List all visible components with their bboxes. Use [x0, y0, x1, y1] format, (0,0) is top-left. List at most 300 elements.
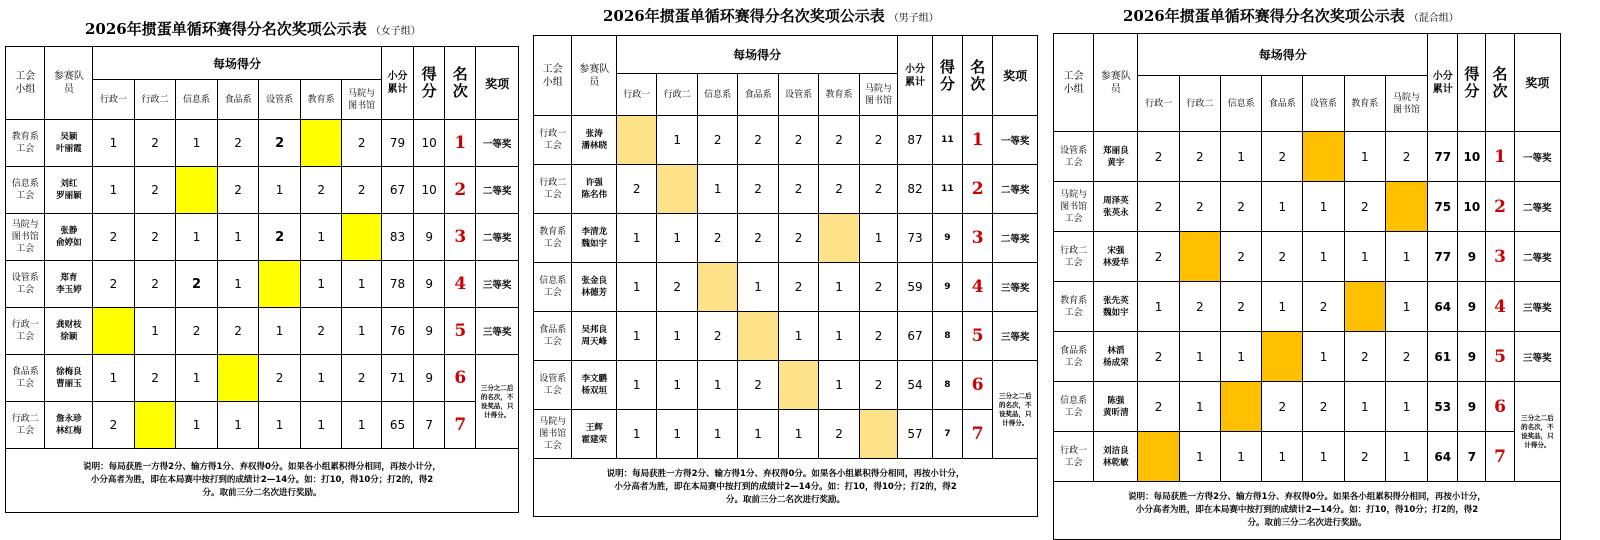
header-team: 教育系 [1344, 76, 1385, 132]
results-panel-1 [5, 0, 524, 533]
cell-score: 2 [859, 312, 897, 361]
header-rank: 名 次 [1486, 34, 1514, 132]
cell-score: 2 [93, 402, 135, 449]
cell-score: 2 [217, 120, 259, 167]
cell-score: 1 [1262, 432, 1303, 482]
cell-score: 1 [819, 263, 859, 312]
cell-members: 张先英 魏如宇 [1094, 282, 1138, 332]
cell-score: 1 [176, 214, 218, 261]
cell-group: 行政二 工会 [6, 402, 45, 449]
cell-subtotal: 77 [1428, 132, 1458, 182]
cell-group: 食品系 工会 [1054, 332, 1094, 382]
cell-subtotal: 57 [898, 410, 932, 459]
cell-self-blocked [657, 165, 697, 214]
note-text: 说明：每局获胜一方得2分、输方得1分、弃权得0分。如果各小组累积得分相同，再按小计分， 小分高者为胜，即在本局赛中按打到的成绩计2—14分。如：打10，得10分；打2的，得2 分。取前三分二名次进行奖励。 [6, 449, 519, 513]
cell-rank: 4 [1486, 282, 1514, 332]
cell-subtotal: 59 [898, 263, 932, 312]
cell-subtotal: 87 [898, 116, 932, 165]
cell-rank: 2 [445, 167, 476, 214]
cell-score: 2 [819, 116, 859, 165]
table-row [6, 120, 519, 167]
cell-group: 食品系 工会 [6, 355, 45, 402]
cell-award: 二等奖 [993, 165, 1038, 214]
cell-rank: 1 [963, 116, 993, 165]
cell-points: 11 [932, 165, 962, 214]
note-row [6, 449, 519, 513]
header-members: 参赛队 员 [45, 47, 93, 120]
cell-score: 2 [738, 116, 778, 165]
table-row [6, 355, 519, 402]
cell-score: 1 [93, 167, 135, 214]
cell-score: 2 [134, 167, 176, 214]
header-team: 马院与 图书馆 [859, 74, 897, 116]
cell-award: 二等奖 [1514, 182, 1560, 232]
cell-points: 9 [1458, 232, 1486, 282]
cell-members: 龚财枝 徐颖 [45, 308, 93, 355]
cell-subtotal: 73 [898, 214, 932, 263]
cell-group: 马院与 图书馆 工会 [6, 214, 45, 261]
header-group: 工会 小组 [534, 36, 572, 116]
table-title-text: 2026年掼蛋单循环赛得分名次奖项公示表 [603, 7, 885, 25]
cell-score: 2 [1138, 232, 1179, 282]
cell-score: 1 [1179, 432, 1220, 482]
cell-score: 2 [778, 165, 818, 214]
cell-score: 2 [616, 165, 656, 214]
cell-members: 张金良 林德芳 [572, 263, 617, 312]
cell-subtotal: 67 [898, 312, 932, 361]
cell-score: 2 [1262, 132, 1303, 182]
cell-group: 设管系 工会 [6, 261, 45, 308]
header-team: 设管系 [259, 80, 301, 120]
cell-score: 2 [778, 263, 818, 312]
header-award: 奖项 [1514, 34, 1560, 132]
cell-score: 2 [778, 214, 818, 263]
cell-self-blocked [300, 120, 342, 167]
cell-award-note: 三分之二后 的名次，不 设奖品，只 计得分。 [993, 361, 1038, 459]
cell-rank: 7 [1486, 432, 1514, 482]
cell-score: 2 [259, 214, 301, 261]
cell-self-blocked [1220, 382, 1261, 432]
cell-points: 9 [1458, 282, 1486, 332]
table-title-text: 2026年掼蛋单循环赛得分名次奖项公示表 [1123, 7, 1405, 25]
cell-subtotal: 64 [1428, 282, 1458, 332]
cell-self-blocked [738, 312, 778, 361]
cell-group: 行政一 工会 [534, 116, 572, 165]
cell-group: 教育系 工会 [6, 120, 45, 167]
cell-score: 1 [778, 312, 818, 361]
cell-rank: 5 [445, 308, 476, 355]
table-row [534, 263, 1038, 312]
cell-subtotal: 54 [898, 361, 932, 410]
cell-award: 一等奖 [993, 116, 1038, 165]
cell-score: 2 [1138, 382, 1179, 432]
cell-rank: 5 [963, 312, 993, 361]
cell-score: 2 [134, 261, 176, 308]
cell-members: 周泽英 张英永 [1094, 182, 1138, 232]
table-row [534, 116, 1038, 165]
header-team: 食品系 [217, 80, 259, 120]
note-row [534, 459, 1038, 517]
cell-members: 林滔 杨成荣 [1094, 332, 1138, 382]
cell-score: 1 [1179, 382, 1220, 432]
header-per-game: 每场得分 [616, 36, 897, 74]
cell-score: 1 [1303, 182, 1344, 232]
table-row [6, 261, 519, 308]
cell-award: 三等奖 [1514, 332, 1560, 382]
cell-points: 9 [1458, 382, 1486, 432]
table-row [1054, 232, 1561, 282]
cell-score: 1 [819, 361, 859, 410]
cell-rank: 2 [963, 165, 993, 214]
header-team: 马院与 图书馆 [342, 80, 381, 120]
table-title [603, 5, 939, 26]
cell-members: 李清龙 魏如宇 [572, 214, 617, 263]
cell-score: 2 [859, 361, 897, 410]
cell-rank: 3 [445, 214, 476, 261]
cell-points: 10 [414, 120, 445, 167]
cell-points: 9 [932, 214, 962, 263]
table-row [534, 165, 1038, 214]
cell-score: 1 [1344, 132, 1385, 182]
cell-members: 李文鹏 杨双垣 [572, 361, 617, 410]
header-row [534, 36, 1038, 74]
cell-score: 2 [1344, 432, 1385, 482]
cell-score: 1 [697, 410, 737, 459]
cell-self-blocked [1262, 332, 1303, 382]
cell-points: 8 [932, 361, 962, 410]
cell-score: 2 [1385, 132, 1427, 182]
cell-score: 1 [93, 120, 135, 167]
cell-score: 1 [1220, 132, 1261, 182]
table-row [6, 167, 519, 214]
header-per-game: 每场得分 [93, 47, 382, 80]
cell-self-blocked [859, 410, 897, 459]
table-title [85, 18, 421, 39]
header-team: 信息系 [697, 74, 737, 116]
table-subtitle: （男子组） [888, 13, 939, 24]
cell-award: 三等奖 [993, 263, 1038, 312]
cell-points: 9 [414, 261, 445, 308]
cell-score: 2 [1262, 232, 1303, 282]
cell-score: 2 [1344, 332, 1385, 382]
cell-group: 教育系 工会 [534, 214, 572, 263]
cell-score: 1 [657, 312, 697, 361]
cell-score: 1 [1344, 382, 1385, 432]
cell-subtotal: 53 [1428, 382, 1458, 432]
header-team: 行政一 [616, 74, 656, 116]
cell-score: 1 [697, 361, 737, 410]
cell-group: 信息系 工会 [534, 263, 572, 312]
cell-rank: 1 [1486, 132, 1514, 182]
cell-points: 9 [414, 355, 445, 402]
cell-score: 2 [819, 410, 859, 459]
cell-group: 教育系 工会 [1054, 282, 1094, 332]
cell-score: 2 [738, 214, 778, 263]
cell-score: 1 [217, 402, 259, 449]
cell-subtotal: 76 [381, 308, 413, 355]
header-subtotal: 小分 累计 [381, 47, 413, 120]
cell-score: 1 [1303, 232, 1344, 282]
cell-score: 2 [1179, 282, 1220, 332]
cell-score: 1 [657, 214, 697, 263]
cell-subtotal: 79 [381, 120, 413, 167]
cell-rank: 6 [445, 355, 476, 402]
cell-rank: 5 [1486, 332, 1514, 382]
cell-subtotal: 82 [898, 165, 932, 214]
cell-rank: 6 [1486, 382, 1514, 432]
cell-score: 2 [859, 263, 897, 312]
cell-score: 1 [1385, 232, 1427, 282]
cell-score: 1 [697, 165, 737, 214]
header-team: 食品系 [1262, 76, 1303, 132]
cell-members: 许强 陈名伟 [572, 165, 617, 214]
table-row [1054, 382, 1561, 432]
cell-subtotal: 64 [1428, 432, 1458, 482]
cell-score: 2 [1303, 282, 1344, 332]
header-rank: 名 次 [445, 47, 476, 120]
cell-members: 郑育 李玉婷 [45, 261, 93, 308]
cell-points: 9 [414, 308, 445, 355]
cell-score: 2 [134, 120, 176, 167]
header-team: 信息系 [1220, 76, 1261, 132]
cell-score: 1 [217, 214, 259, 261]
header-members: 参赛队 员 [1094, 34, 1138, 132]
table-row [6, 402, 519, 449]
cell-score: 1 [657, 410, 697, 459]
cell-score: 2 [217, 308, 259, 355]
cell-score: 2 [657, 263, 697, 312]
cell-self-blocked [819, 214, 859, 263]
cell-rank: 3 [963, 214, 993, 263]
cell-score: 1 [176, 355, 218, 402]
cell-score: 2 [259, 355, 301, 402]
cell-award: 一等奖 [1514, 132, 1560, 182]
cell-score: 2 [859, 116, 897, 165]
table-row [1054, 332, 1561, 382]
cell-points: 9 [414, 214, 445, 261]
cell-award-note: 三分之二后 的名次，不 设奖品，只 计得分。 [476, 355, 519, 449]
header-points: 得 分 [414, 47, 445, 120]
header-group: 工会 小组 [1054, 34, 1094, 132]
header-team: 教育系 [300, 80, 342, 120]
cell-rank: 4 [963, 263, 993, 312]
cell-group: 行政二 工会 [1054, 232, 1094, 282]
cell-score: 1 [657, 361, 697, 410]
score-table [1053, 33, 1561, 540]
cell-score: 1 [859, 214, 897, 263]
table-row [1054, 282, 1561, 332]
cell-award: 二等奖 [476, 167, 519, 214]
cell-score: 2 [1138, 132, 1179, 182]
cell-self-blocked [93, 308, 135, 355]
table-row [1054, 182, 1561, 232]
cell-score: 2 [176, 308, 218, 355]
cell-subtotal: 61 [1428, 332, 1458, 382]
cell-score: 1 [342, 402, 381, 449]
cell-points: 10 [1458, 182, 1486, 232]
cell-score: 2 [697, 116, 737, 165]
header-team: 行政二 [1179, 76, 1220, 132]
cell-subtotal: 67 [381, 167, 413, 214]
cell-score: 1 [616, 214, 656, 263]
cell-rank: 6 [963, 361, 993, 410]
cell-members: 王辉 霍建荣 [572, 410, 617, 459]
cell-members: 宋强 林爱华 [1094, 232, 1138, 282]
cell-score: 1 [217, 261, 259, 308]
cell-self-blocked [697, 263, 737, 312]
cell-score: 1 [134, 308, 176, 355]
note-text: 说明：每局获胜一方得2分、输方得1分、弃权得0分。如果各小组累积得分相同，再按小计分， 小分高者为胜，即在本局赛中按打到的成绩计2—14分。如：打10，得10分；打2的，得2 分。取前三分二名次进行奖励。 [1054, 482, 1561, 540]
cell-subtotal: 75 [1428, 182, 1458, 232]
table-row [6, 214, 519, 261]
cell-score: 1 [259, 167, 301, 214]
cell-members: 张静 俞婷如 [45, 214, 93, 261]
cell-score: 1 [1385, 432, 1427, 482]
header-award: 奖项 [476, 47, 519, 120]
cell-group: 马院与 图书馆 工会 [534, 410, 572, 459]
cell-score: 1 [778, 410, 818, 459]
header-members: 参赛队 员 [572, 36, 617, 116]
header-group: 工会 小组 [6, 47, 45, 120]
cell-score: 2 [342, 355, 381, 402]
cell-subtotal: 78 [381, 261, 413, 308]
cell-score: 2 [1303, 382, 1344, 432]
table-row [6, 308, 519, 355]
cell-score: 1 [1179, 332, 1220, 382]
cell-group: 信息系 工会 [1054, 382, 1094, 432]
note-text: 说明：每局获胜一方得2分、输方得1分、弃权得0分。如果各小组累积得分相同，再按小计分， 小分高者为胜，即在本局赛中按打到的成绩计2—14分。如：打10，得10分；打2的，得2 分。取前三分二名次进行奖励。 [534, 459, 1038, 517]
cell-score: 2 [738, 165, 778, 214]
header-rank: 名 次 [963, 36, 993, 116]
cell-award-note: 三分之二后 的名次，不 设奖品，只 计得分。 [1514, 382, 1560, 482]
cell-self-blocked [176, 167, 218, 214]
cell-rank: 2 [1486, 182, 1514, 232]
cell-score: 1 [1303, 432, 1344, 482]
score-table [5, 46, 519, 513]
cell-score: 2 [697, 312, 737, 361]
cell-score: 2 [1138, 182, 1179, 232]
cell-self-blocked [1303, 132, 1344, 182]
cell-score: 2 [342, 167, 381, 214]
cell-members: 吴颖 叶丽霞 [45, 120, 93, 167]
score-table [533, 35, 1038, 517]
cell-score: 1 [1303, 332, 1344, 382]
cell-score: 2 [1220, 232, 1261, 282]
cell-score: 1 [1385, 382, 1427, 432]
cell-score: 2 [217, 167, 259, 214]
cell-award: 二等奖 [476, 214, 519, 261]
header-team: 行政二 [657, 74, 697, 116]
cell-points: 9 [1458, 332, 1486, 382]
cell-score: 1 [300, 214, 342, 261]
header-row [6, 47, 519, 80]
cell-self-blocked [1385, 182, 1427, 232]
cell-score: 1 [1220, 432, 1261, 482]
header-team: 信息系 [176, 80, 218, 120]
cell-points: 7 [1458, 432, 1486, 482]
note-row [1054, 482, 1561, 540]
cell-score: 2 [697, 214, 737, 263]
cell-score: 2 [342, 120, 381, 167]
cell-points: 10 [414, 167, 445, 214]
cell-score: 1 [738, 263, 778, 312]
cell-score: 1 [1220, 332, 1261, 382]
header-team: 马院与 图书馆 [1385, 76, 1427, 132]
cell-score: 2 [738, 361, 778, 410]
cell-score: 1 [300, 261, 342, 308]
table-row [534, 361, 1038, 410]
cell-self-blocked [778, 361, 818, 410]
header-row [1054, 34, 1561, 76]
cell-rank: 1 [445, 120, 476, 167]
cell-score: 2 [93, 261, 135, 308]
table-row [534, 410, 1038, 459]
cell-points: 7 [932, 410, 962, 459]
cell-score: 1 [93, 355, 135, 402]
cell-award: 三等奖 [993, 312, 1038, 361]
cell-score: 1 [616, 312, 656, 361]
table-row [1054, 132, 1561, 182]
cell-score: 1 [342, 308, 381, 355]
cell-score: 1 [616, 263, 656, 312]
cell-subtotal: 65 [381, 402, 413, 449]
cell-rank: 3 [1486, 232, 1514, 282]
table-subtitle: （女子组） [370, 26, 421, 37]
cell-award: 三等奖 [476, 308, 519, 355]
results-panel-2 [533, 0, 1043, 533]
cell-score: 2 [134, 355, 176, 402]
cell-members: 詹永珍 林红梅 [45, 402, 93, 449]
cell-subtotal: 77 [1428, 232, 1458, 282]
cell-points: 8 [932, 312, 962, 361]
cell-score: 2 [1138, 332, 1179, 382]
cell-group: 信息系 工会 [6, 167, 45, 214]
cell-members: 刘洁良 林乾敏 [1094, 432, 1138, 482]
cell-score: 2 [1179, 132, 1220, 182]
cell-score: 2 [1344, 182, 1385, 232]
cell-self-blocked [616, 116, 656, 165]
cell-points: 11 [932, 116, 962, 165]
cell-score: 2 [176, 261, 218, 308]
table-subtitle: （混合组） [1408, 13, 1459, 24]
cell-score: 2 [1262, 382, 1303, 432]
cell-score: 2 [93, 214, 135, 261]
cell-score: 2 [300, 308, 342, 355]
cell-group: 设管系 工会 [1054, 132, 1094, 182]
cell-score: 1 [342, 261, 381, 308]
table-row [534, 312, 1038, 361]
cell-score: 2 [259, 120, 301, 167]
results-panel-3 [1053, 0, 1566, 533]
cell-points: 7 [414, 402, 445, 449]
cell-members: 吴邦良 周天峰 [572, 312, 617, 361]
cell-score: 2 [819, 165, 859, 214]
cell-score: 2 [1385, 332, 1427, 382]
cell-rank: 7 [963, 410, 993, 459]
cell-score: 2 [1220, 282, 1261, 332]
cell-rank: 7 [445, 402, 476, 449]
cell-score: 1 [176, 402, 218, 449]
cell-members: 张涛 潘林晓 [572, 116, 617, 165]
cell-score: 2 [859, 165, 897, 214]
cell-award: 三等奖 [1514, 282, 1560, 332]
cell-self-blocked [259, 261, 301, 308]
header-points: 得 分 [932, 36, 962, 116]
header-subtotal: 小分 累计 [898, 36, 932, 116]
cell-score: 1 [176, 120, 218, 167]
cell-award: 二等奖 [993, 214, 1038, 263]
cell-subtotal: 71 [381, 355, 413, 402]
